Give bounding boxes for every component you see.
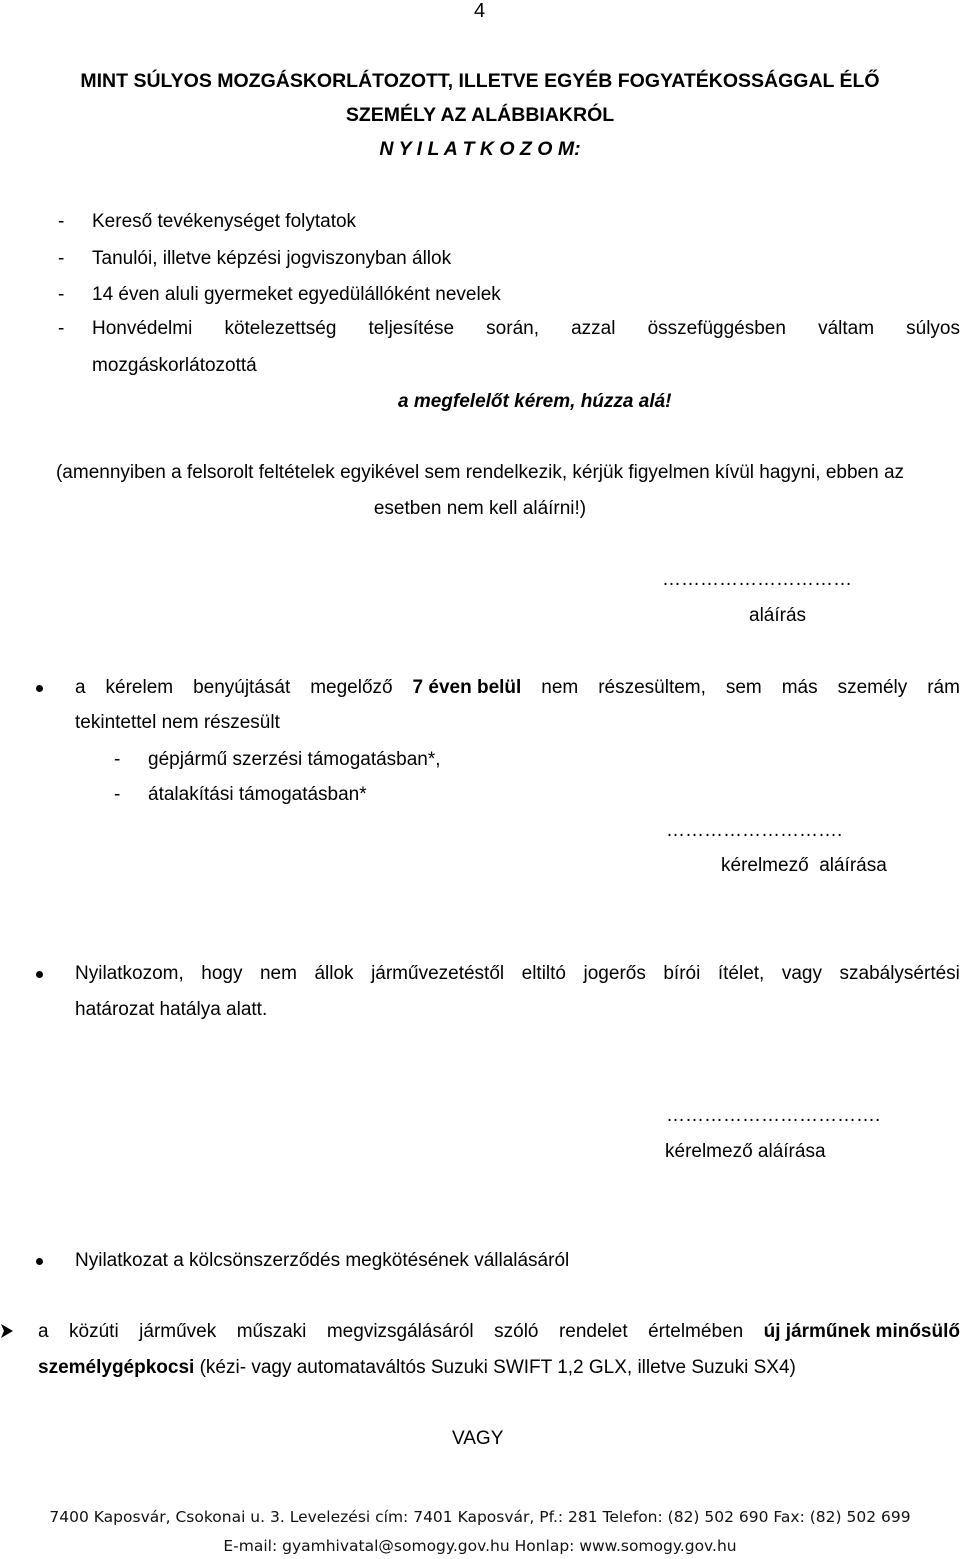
word: szóló xyxy=(494,1321,539,1342)
dash-marker: - xyxy=(114,784,121,805)
word: azzal xyxy=(571,318,616,339)
word: személy xyxy=(837,677,908,698)
bullet-icon xyxy=(36,1258,43,1265)
word: más xyxy=(781,677,818,698)
word: rendelet xyxy=(558,1321,628,1342)
bullet-icon xyxy=(36,971,43,978)
word: sem xyxy=(725,677,762,698)
signature-line: ……………………………. xyxy=(666,1105,881,1126)
word: hogy xyxy=(201,963,243,984)
word: vagy xyxy=(781,963,822,984)
list-item-continuation: mozgáskorlátozottá xyxy=(92,355,257,376)
sub-list-item: átalakítási támogatásban* xyxy=(148,784,367,805)
emphasis: személygépkocsi xyxy=(38,1357,195,1378)
word: a xyxy=(38,1321,49,1342)
emphasis: új járműnek minősülő xyxy=(763,1321,960,1342)
dash-marker: - xyxy=(58,284,65,305)
signature-label: aláírás xyxy=(749,605,807,626)
word: szabálysértési xyxy=(839,963,960,984)
bullet-item-justified xyxy=(75,677,960,699)
word: összefüggésben xyxy=(647,318,786,339)
dash-marker: - xyxy=(114,749,121,770)
bullet-item-continuation: tekintettel nem részesült xyxy=(75,712,280,733)
sub-list-item: gépjármű szerzési támogatásban*, xyxy=(148,749,441,770)
heading-line-1: MINT SÚLYOS MOZGÁSKORLÁTOZOTT, ILLETVE EGYÉB FOGYATÉKOSSÁGGAL ÉLŐ xyxy=(80,70,880,92)
word: váltam xyxy=(818,318,875,339)
parenthetical-line-2: esetben nem kell aláírni!) xyxy=(373,498,587,519)
heading-line-2: SZEMÉLY AZ ALÁBBIAKRÓL xyxy=(345,104,615,126)
page-number: 4 xyxy=(474,0,486,22)
signature-line: ………………………. xyxy=(666,820,843,841)
dash-marker: - xyxy=(58,248,65,269)
word: értelmében xyxy=(648,1321,744,1342)
word: járművek xyxy=(139,1321,217,1342)
parenthetical-line-1: (amennyiben a felsorolt feltételek egyikével sem rendelkezik, kérjük figyelmen kívül hagyni, ebben az xyxy=(55,462,905,483)
underline-note: a megfelelőt kérem, húzza alá! xyxy=(398,391,672,412)
word: megvizsgálásáról xyxy=(326,1321,474,1342)
word: közúti xyxy=(69,1321,119,1342)
heading-line-3: N Y I L A T K O Z O M: xyxy=(379,138,581,160)
word: teljesítése xyxy=(368,318,455,339)
word: súlyos xyxy=(906,318,960,339)
word: során, xyxy=(486,318,539,339)
word: ítélet, xyxy=(717,963,765,984)
signature-label: kérelmező aláírása xyxy=(721,855,887,876)
footer-address: 7400 Kaposvár, Csokonai u. 3. Levelezési cím: 7401 Kaposvár, Pf.: 281 Telefon: (82) 502 690 Fax: (82) 502 699 xyxy=(49,1508,911,1526)
word: Nyilatkozom, xyxy=(75,963,184,984)
text: (kézi- vagy automataváltós Suzuki SWIFT 1,2 GLX, illetve Suzuki SX4) xyxy=(194,1357,796,1378)
word: Honvédelmi xyxy=(92,318,193,339)
emphasis: 7 éven belül xyxy=(412,677,522,698)
bullet-item-continuation: határozat hatálya alatt. xyxy=(75,999,268,1020)
list-item: Tanulói, illetve képzési jogviszonyban állok xyxy=(92,248,452,269)
word: benyújtását xyxy=(193,677,291,698)
word: nem xyxy=(259,963,297,984)
or-separator: VAGY xyxy=(452,1428,504,1449)
word: megelőző xyxy=(310,677,393,698)
signature-line: ………………………… xyxy=(662,569,852,590)
word: kötelezettség xyxy=(224,318,337,339)
list-item-justified xyxy=(92,318,960,340)
word: műszaki xyxy=(236,1321,307,1342)
word: rám xyxy=(927,677,960,698)
bullet-icon xyxy=(36,685,43,692)
word: állok xyxy=(314,963,354,984)
footer-contact: E-mail: gyamhivatal@somogy.gov.hu Honlap: www.somogy.gov.hu xyxy=(223,1537,737,1555)
word: eltiltó xyxy=(521,963,566,984)
dash-marker: - xyxy=(58,211,65,232)
word: jogerős xyxy=(583,963,646,984)
arrow-item-continuation xyxy=(38,1357,796,1379)
bullet-item-justified xyxy=(75,963,960,985)
word: részesültem, xyxy=(598,677,706,698)
word: a xyxy=(75,677,86,698)
arrow-bullet-icon xyxy=(0,1323,14,1339)
signature-label: kérelmező aláírása xyxy=(665,1141,826,1162)
word: kérelem xyxy=(105,677,174,698)
word: nem xyxy=(541,677,579,698)
list-item: Kereső tevékenységet folytatok xyxy=(92,211,357,232)
bullet-item: Nyilatkozat a kölcsönszerződés megkötésének vállalásáról xyxy=(75,1250,570,1271)
dash-marker: - xyxy=(58,318,65,339)
arrow-item-justified xyxy=(38,1321,960,1343)
list-item: 14 éven aluli gyermeket egyedülállóként nevelek xyxy=(92,284,501,305)
word: járművezetéstől xyxy=(371,963,505,984)
word: bírói xyxy=(663,963,701,984)
